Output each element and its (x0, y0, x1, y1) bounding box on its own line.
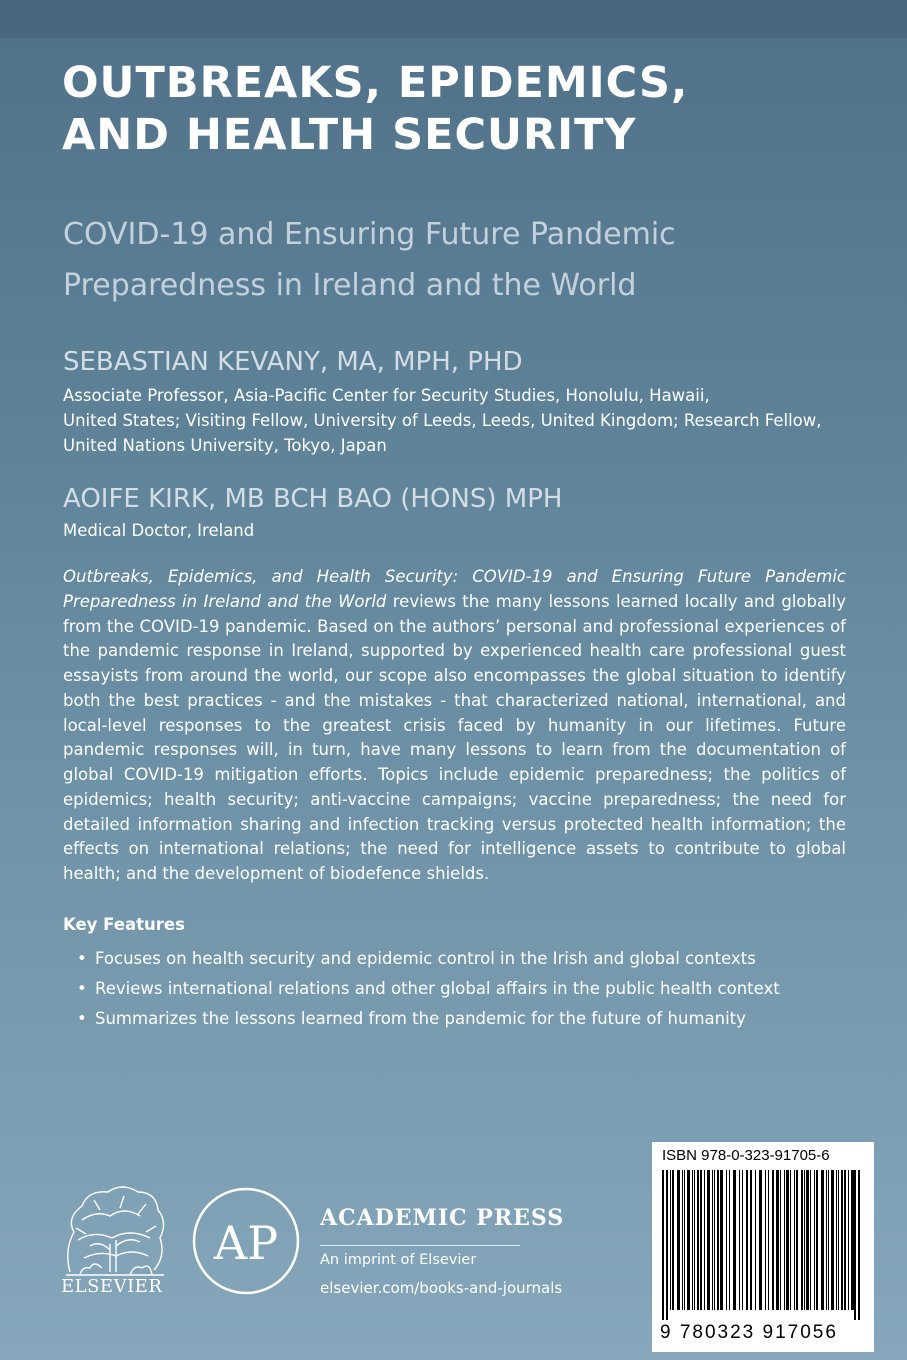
barcode-bar (828, 1170, 829, 1310)
barcode-bar (772, 1170, 774, 1310)
elsevier-wordmark: ELSEVIER (61, 1276, 163, 1297)
barcode-bar (804, 1170, 805, 1310)
barcode-bar (790, 1170, 791, 1310)
author-1-name: SEBASTIAN KEVANY, MA, MPH, PHD (63, 347, 523, 377)
barcode-bar (851, 1170, 854, 1310)
barcode-bar (720, 1170, 723, 1310)
publisher-imprint: An imprint of Elsevier (320, 1252, 477, 1268)
author-2-name: AOIFE KIRK, MB BCH BAO (HONS) MPH (63, 484, 563, 514)
title-line-1: OUTBREAKS, EPIDEMICS, (62, 58, 689, 108)
barcode-bar (848, 1170, 849, 1310)
key-feature-item (63, 974, 863, 1004)
publisher-url: elsevier.com/books-and-journals (320, 1279, 563, 1297)
key-feature-text: Focuses on health security and epidemic control in the Irish and global contexts (95, 949, 756, 968)
barcode-bar (794, 1170, 795, 1310)
barcode-bar (759, 1170, 762, 1310)
barcode-bar (836, 1170, 837, 1310)
barcode-bar (687, 1170, 690, 1310)
barcode-bar (692, 1170, 693, 1310)
barcode-bar (768, 1170, 769, 1310)
barcode-bar (682, 1170, 683, 1310)
academic-press-logo-icon (190, 1185, 302, 1297)
bullet-icon: • (77, 979, 87, 998)
barcode-bar (700, 1170, 702, 1310)
barcode-bar (739, 1170, 740, 1310)
barcode-panel (652, 1142, 874, 1352)
barcode-bar (806, 1170, 809, 1310)
affil-line: United States; Visiting Fellow, University of Leeds, Leeds, United Kingdom; Research Fellow, (63, 410, 822, 430)
barcode-bar (858, 1170, 860, 1320)
publisher-name: ACADEMIC PRESS (320, 1205, 565, 1231)
affil-line: United Nations University, Tokyo, Japan (63, 435, 387, 455)
barcode-bar (694, 1170, 695, 1310)
barcode-bar (821, 1170, 824, 1310)
key-feature-text: Summarizes the lessons learned from the pandemic for the future of humanity (95, 1009, 746, 1028)
barcode-bar (717, 1170, 719, 1310)
bullet-icon: • (77, 949, 87, 968)
barcode-bar (831, 1170, 834, 1310)
barcode-bar (838, 1170, 839, 1310)
barcode-bar (746, 1170, 748, 1310)
key-feature-item (63, 944, 863, 974)
subtitle-line-2: Preparedness in Ireland and the World (63, 268, 637, 303)
isbn-label: ISBN 978-0-323-91705-6 (662, 1147, 830, 1164)
key-features-heading: Key Features (63, 915, 185, 934)
barcode-bar (844, 1170, 846, 1310)
barcode-bar (662, 1170, 664, 1320)
barcode-bar (755, 1170, 756, 1310)
book-subtitle (63, 209, 863, 311)
barcode-bar (780, 1170, 781, 1310)
top-color-band (0, 0, 907, 38)
barcode-bar (742, 1170, 743, 1310)
bullet-icon: • (77, 1009, 87, 1028)
barcode-bar (776, 1170, 779, 1310)
author-1-affiliation (63, 384, 853, 458)
barcode-bar (784, 1170, 785, 1310)
barcode-bar (729, 1170, 730, 1310)
description-body: reviews the many lessons learned locally and globally from the COVID-19 pandemic. Based on the authors’ personal and professional experiences of the pandemic response in Ireland, supported by experienced health care professional guest essayists from around the world, our scope also encompasses the global situation to identify both the best practices - and the mistakes - that characterized national, international, and local-level responses to the greatest crisis faced by humanity in our lifetimes. Future pandemic responses will, in turn, have many lessons to learn from the documentation of global COVID-19 mitigation efforts. Topics include epidemic preparedness; the politics of epidemics; health security; anti-vaccine campaigns; vaccine preparedness; the need for detailed information sharing and infection tracking versus protected health information; the effects on international relations; the need for intelligence assets to contribute to global health; and the development of biodefence shields. (63, 591, 846, 883)
key-feature-text: Reviews international relations and other global affairs in the public health context (95, 979, 780, 998)
barcode-bar (684, 1170, 685, 1310)
affil-line: Associate Professor, Asia-Pacific Center for Security Studies, Honolulu, Hawaii, (63, 386, 710, 405)
subtitle-line-1: COVID-19 and Ensuring Future Pandemic (63, 217, 676, 252)
barcode-digits: 9 780323 917056 (660, 1322, 838, 1343)
barcode-bar (854, 1170, 856, 1320)
barcode-bar (672, 1170, 674, 1310)
barcode-bar (707, 1170, 710, 1310)
barcode-bar (733, 1170, 736, 1310)
barcode-bar (677, 1170, 680, 1310)
book-title (62, 58, 882, 161)
title-line-2: AND HEALTH SECURITY (62, 109, 637, 160)
barcode-bar (814, 1170, 815, 1310)
ap-monogram: AP (213, 1216, 279, 1270)
barcode-bar (670, 1170, 671, 1310)
affil-line: Medical Doctor, Ireland (63, 521, 255, 540)
barcode-bar (801, 1170, 803, 1310)
author-2-affiliation (63, 519, 853, 544)
barcode-bar (765, 1170, 766, 1310)
barcode-bar (841, 1170, 843, 1310)
barcode-bar (712, 1170, 713, 1310)
key-features-list (63, 944, 863, 1034)
barcode-bar (714, 1170, 715, 1310)
barcode-bar (704, 1170, 705, 1310)
barcode-bar (786, 1170, 789, 1310)
description-paragraph (63, 565, 846, 887)
publisher-divider (320, 1245, 520, 1246)
barcode-bar (796, 1170, 798, 1310)
barcode-bar (810, 1170, 811, 1310)
key-feature-item (63, 1004, 863, 1034)
barcode-icon (662, 1170, 864, 1320)
description-book-title: Outbreaks, Epidemics, and Health Security: COVID-19 and Ensuring Future Pandemic Preparedness in Ireland and the World (63, 567, 846, 611)
barcode-bar (816, 1170, 818, 1310)
barcode-bar (697, 1170, 699, 1310)
barcode-bar (826, 1170, 827, 1310)
barcode-bar (666, 1170, 668, 1320)
barcode-bar (726, 1170, 727, 1310)
barcode-bar (750, 1170, 752, 1310)
